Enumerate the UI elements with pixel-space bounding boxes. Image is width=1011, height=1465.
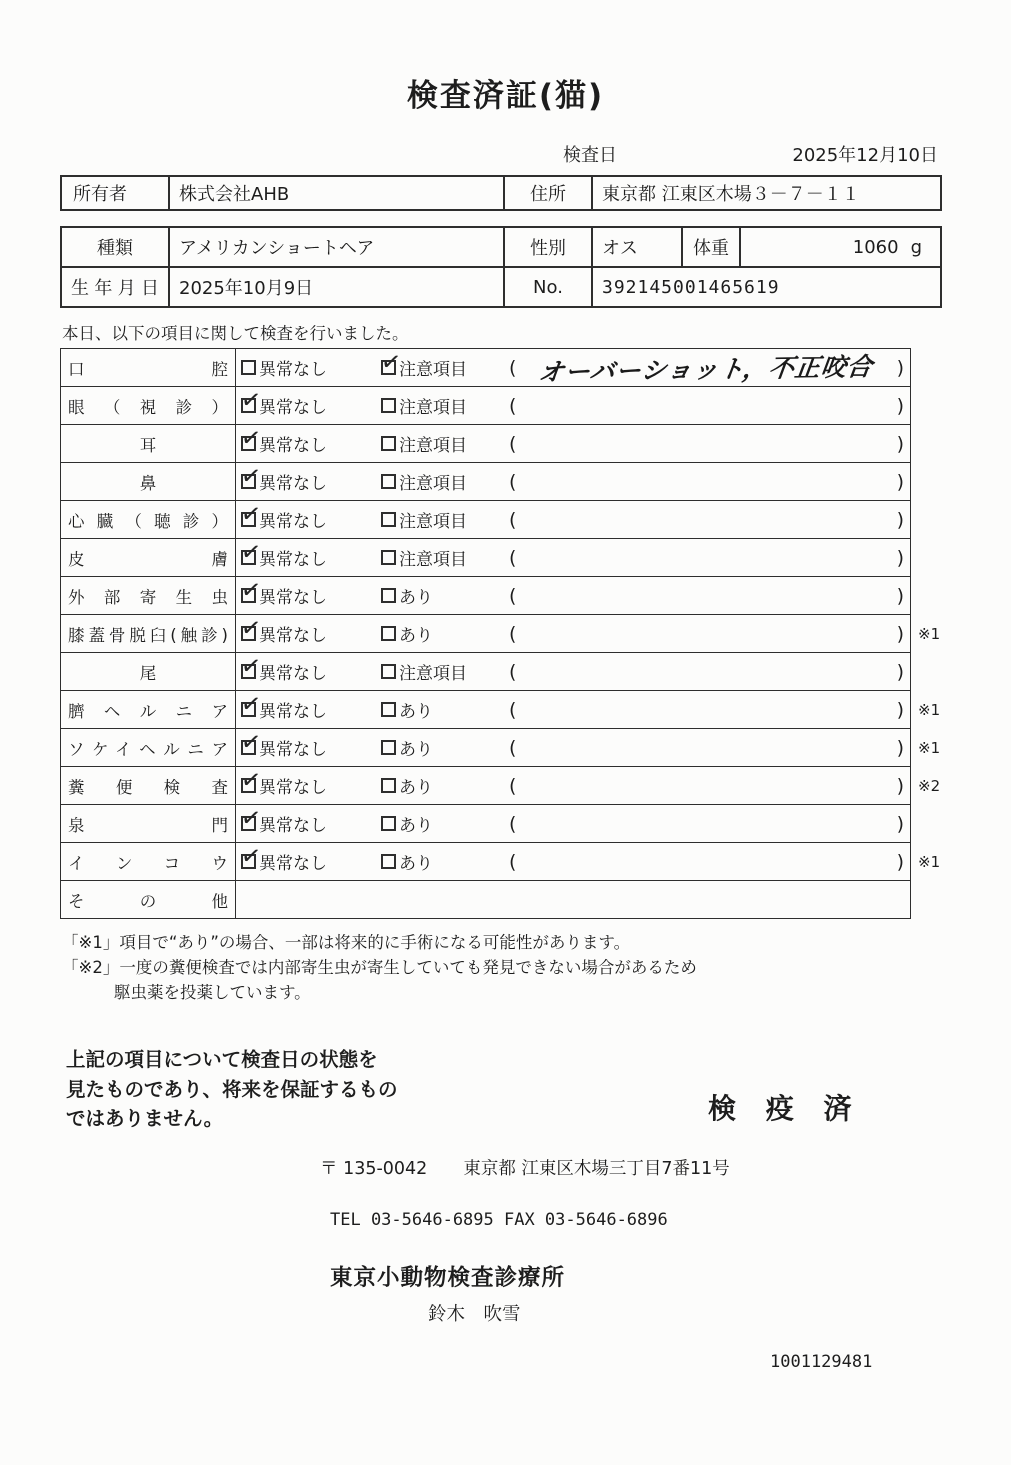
breed-value: アメリカンショートヘア bbox=[169, 227, 504, 267]
exam-row bbox=[61, 463, 949, 501]
opt1-option-group bbox=[239, 802, 381, 836]
exam-item-label: ソケイヘルニア bbox=[68, 739, 228, 759]
owner-row bbox=[61, 176, 941, 210]
exam-row-options bbox=[239, 536, 904, 576]
footnote-mark bbox=[911, 577, 949, 615]
opt1-checkbox[interactable] bbox=[239, 422, 263, 454]
exam-item-label: 口腔 bbox=[68, 359, 228, 379]
exam-row-options bbox=[239, 764, 904, 804]
opt1-option-group bbox=[239, 726, 381, 760]
paren-open: ( bbox=[509, 546, 517, 569]
pet-info-table bbox=[60, 226, 942, 308]
exam-row-options bbox=[241, 346, 904, 387]
exam-item-cell bbox=[61, 729, 236, 767]
footnote-mark bbox=[911, 539, 949, 577]
handwritten-check-icon: ✓ bbox=[239, 840, 263, 872]
exam-row bbox=[61, 881, 949, 919]
opt2-label: あり bbox=[399, 854, 433, 874]
opt2-option-group bbox=[381, 469, 509, 494]
exam-item-label: 臍ヘルニア bbox=[68, 701, 228, 721]
exam-row-options bbox=[239, 688, 904, 728]
exam-row bbox=[61, 615, 949, 653]
exam-item-cell bbox=[61, 349, 236, 387]
exam-notes-area bbox=[509, 661, 904, 683]
opt2-option-group bbox=[381, 393, 509, 418]
exam-item-label: インコウ bbox=[68, 853, 228, 873]
paren-open: ( bbox=[509, 356, 517, 379]
opt2-label: あり bbox=[399, 702, 433, 722]
opt2-option-group bbox=[381, 811, 509, 836]
opt2-label: あり bbox=[399, 626, 433, 646]
inspection-date-row bbox=[505, 141, 938, 167]
opt1-checkbox[interactable] bbox=[239, 460, 263, 492]
paren-open: ( bbox=[509, 622, 517, 645]
paren-close: ) bbox=[896, 470, 904, 493]
exam-notes-area bbox=[509, 471, 904, 493]
exam-content-cell bbox=[236, 422, 911, 463]
exam-item-cell bbox=[61, 691, 236, 729]
footnote-mark bbox=[911, 349, 949, 387]
opt1-label: 異常なし bbox=[259, 740, 327, 760]
exam-item-label: 鼻 bbox=[139, 473, 157, 493]
exam-row-options bbox=[239, 726, 904, 766]
opt1-checkbox[interactable] bbox=[239, 612, 263, 644]
opt2-checkbox[interactable] bbox=[381, 550, 396, 565]
exam-notes-area bbox=[509, 775, 904, 797]
opt2-checkbox[interactable] bbox=[381, 778, 396, 793]
opt1-label: 異常なし bbox=[259, 702, 327, 722]
exam-row bbox=[61, 577, 949, 615]
opt1-label: 異常なし bbox=[259, 398, 327, 418]
opt2-checkbox[interactable] bbox=[381, 740, 396, 755]
birthdate-value: 2025年10月9日 bbox=[169, 267, 504, 307]
opt2-checkbox[interactable] bbox=[381, 512, 396, 527]
opt2-option-group bbox=[381, 621, 509, 646]
opt2-checkbox[interactable] bbox=[381, 816, 396, 831]
disclaimer-line-2: 見たものであり、将来を保証するもの bbox=[66, 1077, 398, 1101]
sex-value: オス bbox=[592, 227, 682, 267]
opt2-label: あり bbox=[399, 816, 433, 836]
handwritten-check-icon: ✓ bbox=[239, 422, 263, 454]
opt1-checkbox[interactable] bbox=[239, 384, 263, 416]
opt1-checkbox[interactable] bbox=[239, 650, 263, 682]
paren-close: ) bbox=[896, 698, 904, 721]
opt2-option-group bbox=[381, 431, 509, 456]
opt1-checkbox[interactable] bbox=[239, 726, 263, 758]
opt1-option-group bbox=[239, 460, 381, 494]
paren-close: ) bbox=[896, 622, 904, 645]
paren-close: ) bbox=[896, 432, 904, 455]
opt1-option-group bbox=[239, 612, 381, 646]
footnote-2: 「※2」一度の糞便検査では内部寄生虫が寄生していても発見できない場合があるため bbox=[62, 957, 697, 977]
exam-row-options bbox=[239, 802, 904, 842]
handwritten-check-icon: ✓ bbox=[239, 498, 263, 530]
exam-row-options bbox=[239, 650, 904, 690]
exam-item-cell bbox=[61, 615, 236, 653]
exam-content-cell bbox=[236, 346, 911, 387]
sex-label: 性別 bbox=[504, 227, 592, 267]
exam-item-label: 耳 bbox=[139, 435, 157, 455]
opt2-checkbox[interactable] bbox=[381, 588, 396, 603]
exam-notes-area bbox=[509, 585, 904, 607]
paren-open: ( bbox=[509, 508, 517, 531]
weight-value: 1060 bbox=[852, 236, 899, 258]
exam-content-cell bbox=[236, 802, 911, 843]
exam-content-cell bbox=[236, 498, 911, 539]
opt1-label: 異常なし bbox=[259, 360, 327, 380]
exam-table bbox=[60, 348, 949, 919]
footnote-mark: ※1 bbox=[918, 624, 941, 643]
paren-open: ( bbox=[509, 736, 517, 759]
opt1-option-group bbox=[239, 536, 381, 570]
opt1-label: 異常なし bbox=[259, 512, 327, 532]
exam-content-cell bbox=[236, 840, 911, 881]
paren-close: ) bbox=[896, 736, 904, 759]
paren-open: ( bbox=[509, 584, 517, 607]
opt1-option-group bbox=[239, 422, 381, 456]
breed-row bbox=[61, 227, 941, 267]
exam-row-options bbox=[239, 422, 904, 462]
exam-item-cell bbox=[61, 387, 236, 425]
exam-item-cell bbox=[61, 767, 236, 805]
exam-notes-area bbox=[509, 623, 904, 645]
footnote-mark: ※1 bbox=[918, 700, 941, 719]
exam-content-cell bbox=[236, 536, 911, 577]
exam-item-cell bbox=[61, 463, 236, 501]
footnote-mark bbox=[911, 387, 949, 425]
opt2-label: 注意項目 bbox=[399, 550, 467, 570]
birthdate-row bbox=[61, 267, 941, 307]
clinic-name: 東京小動物検査診療所 bbox=[330, 1265, 566, 1291]
address-value: 東京都 江東区木場３－７－１１ bbox=[592, 176, 941, 210]
opt2-label: あり bbox=[399, 778, 433, 798]
quarantine-passed-stamp: 検 疫 済 bbox=[708, 1092, 862, 1126]
exam-item-label: 糞便検査 bbox=[68, 777, 228, 797]
paren-open: ( bbox=[509, 850, 517, 873]
breed-label: 種類 bbox=[61, 227, 169, 267]
exam-item-label: 眼（視診） bbox=[68, 397, 228, 417]
exam-row-options bbox=[239, 840, 904, 880]
handwritten-check-icon: ✓ bbox=[239, 688, 263, 720]
opt1-label: 異常なし bbox=[259, 474, 327, 494]
footnote-2-continued: 駆虫薬を投薬しています。 bbox=[114, 982, 311, 1002]
exam-notes-area bbox=[509, 737, 904, 759]
opt1-checkbox[interactable] bbox=[239, 802, 263, 834]
opt2-checkbox[interactable] bbox=[381, 398, 396, 413]
opt1-option-group bbox=[239, 764, 381, 798]
exam-content-cell bbox=[236, 688, 911, 729]
no-label: No. bbox=[504, 267, 592, 307]
exam-row bbox=[61, 767, 949, 805]
no-value: 392145001465619 bbox=[592, 267, 941, 307]
opt1-option-group bbox=[239, 688, 381, 722]
footnote-mark bbox=[911, 425, 949, 463]
exam-item-cell bbox=[61, 881, 236, 919]
opt2-option-group bbox=[381, 545, 509, 570]
opt1-option-group bbox=[239, 840, 381, 874]
exam-content-cell bbox=[236, 764, 911, 805]
opt2-label: 注意項目 bbox=[399, 398, 467, 418]
owner-label: 所有者 bbox=[61, 176, 169, 210]
opt2-checkbox[interactable] bbox=[379, 346, 403, 378]
footnote-mark bbox=[911, 501, 949, 539]
handwritten-check-icon: ✓ bbox=[239, 650, 263, 682]
handwritten-check-icon: ✓ bbox=[239, 764, 263, 796]
opt2-option-group bbox=[381, 507, 509, 532]
clinic-postal-code: 〒 135-0042 bbox=[320, 1159, 428, 1179]
exam-item-label: 心臓（聴診） bbox=[68, 511, 228, 531]
clinic-address: 東京都 江東区木場三丁目7番11号 bbox=[463, 1159, 730, 1179]
disclaimer-section bbox=[66, 1045, 1011, 1133]
opt1-checkbox[interactable] bbox=[239, 840, 263, 872]
exam-notes-area bbox=[509, 851, 904, 873]
exam-content-cell bbox=[236, 726, 911, 767]
paren-close: ) bbox=[896, 850, 904, 873]
paren-open: ( bbox=[509, 432, 517, 455]
opt1-label: 異常なし bbox=[259, 778, 327, 798]
exam-content-cell bbox=[236, 650, 911, 691]
opt2-option-group bbox=[381, 583, 509, 608]
footnote-mark bbox=[911, 653, 949, 691]
weight-unit: g bbox=[910, 236, 922, 258]
opt2-label: 注意項目 bbox=[399, 664, 467, 684]
footnote-mark bbox=[911, 881, 949, 919]
intro-text: 本日、以下の項目に関して検査を行いました。 bbox=[62, 324, 409, 343]
exam-table-body bbox=[61, 346, 949, 919]
opt2-label: 注意項目 bbox=[399, 512, 467, 532]
exam-content-cell bbox=[236, 574, 911, 615]
exam-row bbox=[61, 653, 949, 691]
opt2-checkbox[interactable] bbox=[381, 702, 396, 717]
page-title: 検査済証(猫) bbox=[406, 78, 605, 114]
opt2-label: 注意項目 bbox=[399, 360, 467, 380]
opt2-label: 注意項目 bbox=[399, 436, 467, 456]
opt1-option-group bbox=[239, 498, 381, 532]
opt1-checkbox[interactable] bbox=[239, 764, 263, 796]
opt1-label: 異常なし bbox=[259, 436, 327, 456]
exam-content-cell bbox=[236, 384, 911, 425]
opt2-option-group bbox=[381, 735, 509, 760]
disclaimer-line-1: 上記の項目について検査日の状態を bbox=[66, 1048, 378, 1072]
exam-notes-area bbox=[509, 813, 904, 835]
exam-content-cell bbox=[236, 881, 911, 919]
opt2-checkbox[interactable] bbox=[381, 664, 396, 679]
veterinarian-name: 鈴木 吹雪 bbox=[428, 1304, 521, 1325]
paren-open: ( bbox=[509, 660, 517, 683]
exam-row bbox=[61, 539, 949, 577]
opt1-label: 異常なし bbox=[259, 816, 327, 836]
opt2-option-group bbox=[381, 659, 509, 684]
paren-open: ( bbox=[509, 812, 517, 835]
opt1-checkbox[interactable] bbox=[239, 536, 263, 568]
exam-notes-area bbox=[509, 350, 904, 386]
inspection-date-label: 検査日 bbox=[563, 145, 617, 166]
exam-item-cell bbox=[61, 501, 236, 539]
opt2-checkbox[interactable] bbox=[381, 854, 396, 869]
paren-close: ) bbox=[896, 356, 904, 379]
disclaimer-line-3: ではありません。 bbox=[66, 1106, 224, 1130]
exam-row-options bbox=[239, 498, 904, 538]
footnote-mark: ※1 bbox=[918, 738, 941, 757]
inspection-date-value: 2025年12月10日 bbox=[792, 145, 938, 166]
opt1-option-group bbox=[239, 384, 381, 418]
birthdate-label: 生年月日 bbox=[61, 267, 169, 307]
paren-close: ) bbox=[896, 546, 904, 569]
exam-row bbox=[61, 501, 949, 539]
handwritten-check-icon: ✓ bbox=[239, 612, 263, 644]
opt2-checkbox[interactable] bbox=[381, 436, 396, 451]
footnote-mark: ※1 bbox=[918, 852, 941, 871]
exam-content-cell bbox=[236, 460, 911, 501]
paren-open: ( bbox=[509, 470, 517, 493]
footnote-mark bbox=[911, 805, 949, 843]
opt2-option-group bbox=[381, 697, 509, 722]
owner-info-table bbox=[60, 175, 942, 211]
clinic-tel-fax: TEL 03-5646-6895 FAX 03-5646-6896 bbox=[330, 1210, 668, 1230]
opt1-label: 異常なし bbox=[259, 854, 327, 874]
exam-notes-area bbox=[509, 509, 904, 531]
handwritten-check-icon: ✓ bbox=[239, 726, 263, 758]
exam-row bbox=[61, 425, 949, 463]
paren-open: ( bbox=[509, 774, 517, 797]
exam-row-options bbox=[239, 384, 904, 424]
exam-row bbox=[61, 843, 949, 881]
exam-row bbox=[61, 387, 949, 425]
handwritten-check-icon: ✓ bbox=[239, 384, 263, 416]
opt1-checkbox[interactable] bbox=[239, 574, 263, 606]
opt1-option-group bbox=[241, 355, 381, 380]
exam-row-options bbox=[239, 460, 904, 500]
footnote-1: 「※1」項目で“あり”の場合、一部は将来的に手術になる可能性があります。 bbox=[62, 933, 631, 952]
paren-close: ) bbox=[896, 660, 904, 683]
serial-number: 1001129481 bbox=[770, 1352, 873, 1372]
weight-value-cell bbox=[740, 227, 941, 267]
exam-item-label: 泉門 bbox=[68, 815, 228, 835]
opt1-checkbox[interactable] bbox=[239, 688, 263, 720]
exam-item-label: 皮膚 bbox=[68, 549, 228, 569]
handwritten-check-icon: ✓ bbox=[379, 346, 403, 378]
footnotes bbox=[62, 931, 1011, 1005]
opt1-label: 異常なし bbox=[259, 550, 327, 570]
exam-item-label: 膝蓋骨脱臼(触診) bbox=[68, 625, 228, 645]
paren-close: ) bbox=[896, 812, 904, 835]
exam-row bbox=[61, 691, 949, 729]
exam-item-cell bbox=[61, 539, 236, 577]
exam-notes-area bbox=[509, 395, 904, 417]
paren-open: ( bbox=[509, 698, 517, 721]
handwritten-note: オーバーショット，不正咬合 bbox=[537, 351, 876, 387]
opt2-checkbox[interactable] bbox=[381, 626, 396, 641]
opt2-label: あり bbox=[399, 740, 433, 760]
opt1-label: 異常なし bbox=[259, 664, 327, 684]
owner-value: 株式会社AHB bbox=[169, 176, 504, 210]
exam-notes-area bbox=[509, 699, 904, 721]
footnote-mark: ※2 bbox=[918, 776, 941, 795]
opt1-checkbox[interactable] bbox=[241, 360, 256, 375]
exam-row bbox=[61, 805, 949, 843]
opt1-option-group bbox=[239, 574, 381, 608]
exam-row-options bbox=[239, 574, 904, 614]
disclaimer-text bbox=[66, 1045, 450, 1133]
exam-item-cell bbox=[61, 805, 236, 843]
footnote-mark bbox=[911, 463, 949, 501]
handwritten-check-icon: ✓ bbox=[239, 460, 263, 492]
opt2-option-group bbox=[381, 773, 509, 798]
paren-close: ) bbox=[896, 508, 904, 531]
opt2-option-group bbox=[379, 346, 509, 380]
opt2-label: あり bbox=[399, 588, 433, 608]
opt1-checkbox[interactable] bbox=[239, 498, 263, 530]
opt1-label: 異常なし bbox=[259, 588, 327, 608]
exam-notes-area bbox=[509, 547, 904, 569]
opt2-checkbox[interactable] bbox=[381, 474, 396, 489]
opt1-option-group bbox=[239, 650, 381, 684]
paren-close: ) bbox=[896, 394, 904, 417]
exam-item-cell bbox=[61, 577, 236, 615]
exam-item-label: その他 bbox=[68, 891, 228, 911]
exam-item-cell bbox=[61, 653, 236, 691]
paren-close: ) bbox=[896, 584, 904, 607]
exam-notes-area bbox=[509, 433, 904, 455]
handwritten-check-icon: ✓ bbox=[239, 574, 263, 606]
opt2-label: 注意項目 bbox=[399, 474, 467, 494]
exam-item-label: 尾 bbox=[139, 663, 157, 683]
exam-content-cell bbox=[236, 612, 911, 653]
opt2-option-group bbox=[381, 849, 509, 874]
exam-item-cell bbox=[61, 843, 236, 881]
clinic-address-line bbox=[320, 1155, 1011, 1180]
weight-label: 体重 bbox=[682, 227, 740, 267]
paren-close: ) bbox=[896, 774, 904, 797]
exam-item-label: 外部寄生虫 bbox=[68, 587, 228, 607]
exam-row bbox=[61, 349, 949, 387]
handwritten-check-icon: ✓ bbox=[239, 536, 263, 568]
exam-item-cell bbox=[61, 425, 236, 463]
handwritten-check-icon: ✓ bbox=[239, 802, 263, 834]
address-label: 住所 bbox=[504, 176, 592, 210]
exam-row bbox=[61, 729, 949, 767]
paren-open: ( bbox=[509, 394, 517, 417]
opt1-label: 異常なし bbox=[259, 626, 327, 646]
exam-row-options bbox=[239, 612, 904, 652]
